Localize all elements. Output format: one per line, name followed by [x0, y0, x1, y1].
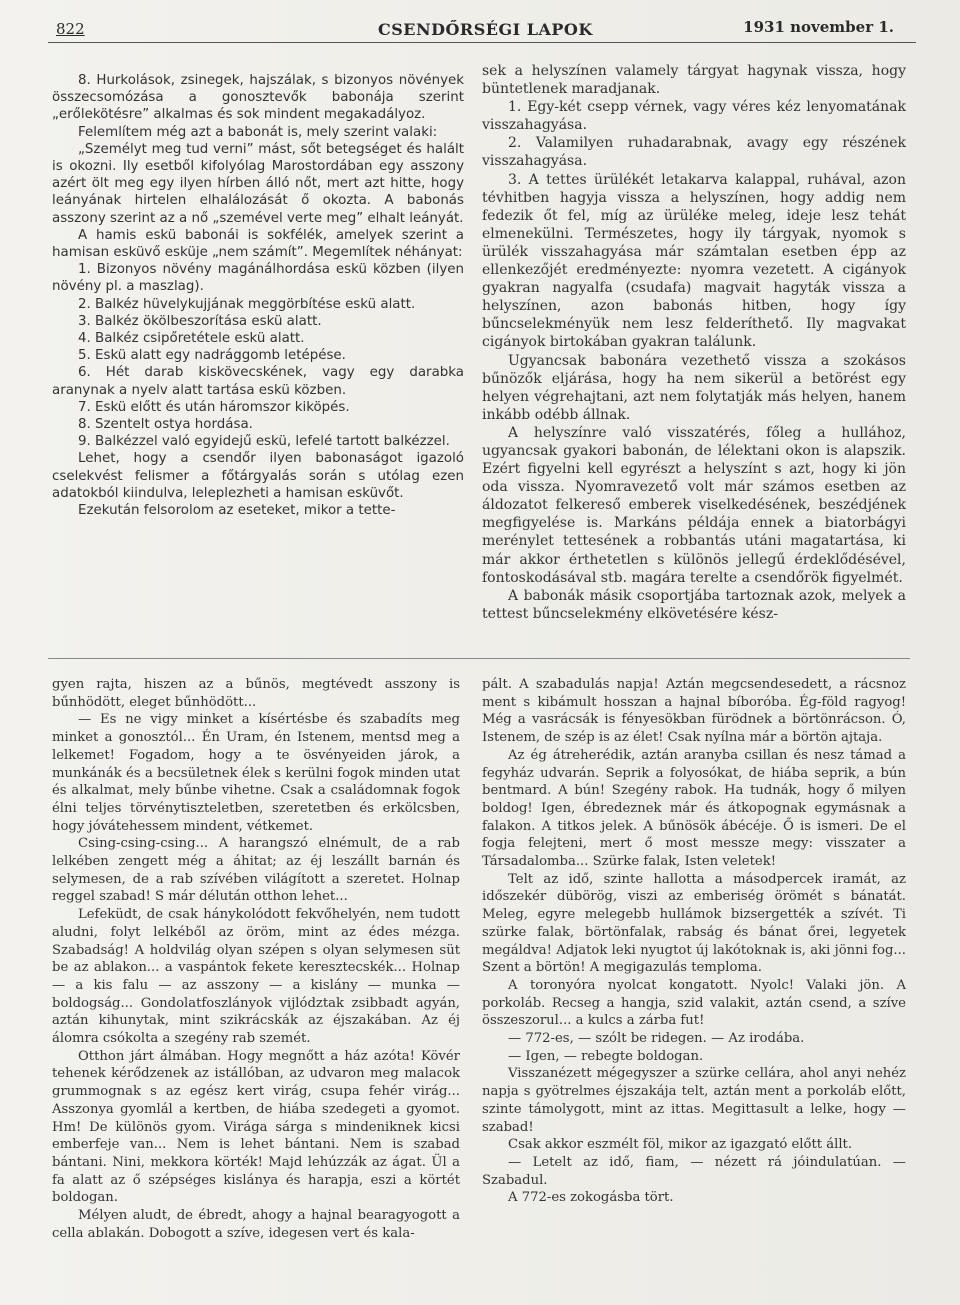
paragraph: — Igen, — rebegte boldogan. — [508, 1048, 704, 1064]
story-column-2 — [482, 676, 906, 1207]
paragraph: A toronyóra nyolcat kongatott. Nyolc! Valaki jön. A porkoláb. Recseg a hangja, szid valakit, aztán csend, a szíve összeszorul... a kulcs a zárba fut! — [482, 977, 906, 1029]
paragraph: Lehet, hogy a csendőr ilyen babonaságot igazoló cselekvést felismer a főtárgyalás során s utólag ezen adatokból kiindulva, leleplezheti a hamisan esküvőt. — [52, 451, 464, 501]
journal-title: CSENDŐRSÉGI LAPOK — [378, 20, 593, 39]
paragraph: pált. A szabadulás napja! Aztán megcsendesedett, a rácsnoz ment s kibámult hosszan a hajnal bíboróba. Ég-föld ragyog! Még a vasrácsák is fényesökban fürödnek a börtönrácson. Ó, Istenem, de szép is az élet! Csak nyílna már a börtön ajtaja. — [482, 677, 906, 746]
paragraph: — Letelt az idő, fiam, — nézett rá jóindulatúan. — Szabadul. — [482, 1154, 906, 1188]
list-item: 3. A tettes ürülékét letakarva kalappal, ruhával, azon tévhitben hagyja vissza a helyszínen, hogy addig nem fedezik őt fel, míg az ürüléke meleg, ideje lesz tehát elmenekülni. Természetes, hogy ily tárgyak, nyomok s ürülék visszahagyása már számtalan esetben épp az ellenkezőjét eredményezte: nyomra vezetett. A cigányok gyakran nagyalfa (csudafa) magvait hagyták vissza a helyszínen, azon babonás hitben, hogy így bűncselekményük nem lesz felderíthető. Ily magvakat cigányok birtokában gyakran találunk. — [482, 171, 906, 351]
paragraph: Ezekután felsorolom az eseteket, mikor a tette- — [78, 503, 396, 519]
page-header — [48, 18, 916, 43]
paragraph: A hamis eskü babonái is sokfélék, amelyek szerint a hamisan esküvő esküje „nem számít”. Megemlítek néhányat: — [52, 227, 464, 261]
list-item: 1. Egy-két csepp vérnek, vagy véres kéz lenyomatának visszahagyása. — [482, 99, 906, 134]
paragraph: A babonák másik csoportjába tartoznak azok, melyek a tettest bűncselekmény elkövetésére kész- — [482, 587, 906, 622]
paragraph: A helyszínre való visszatérés, főleg a hullához, ugyancsak gyakori babonán, de lélektani okon is alapszik. Ezért figyelni kell egyrészt a helyszínt s azt, hogy ki jön oda vissza. Nyomravezető volt már számos esetben az áldozatot felkereső emberek viselkedésének, beszédjének megfigyelése is. Markáns példája ennek a biatorbágyi merénylet tettesének a robbantás utáni magatartása, ki már akkor érthetetlen s különös jellegű érdeklődésével, fontoskodásával stb. magára terelte a csendőrök figyelmét. — [482, 424, 906, 586]
section-divider — [48, 658, 910, 659]
paragraph: Felemlítem még azt a babonát is, mely szerint valaki: — [78, 124, 438, 140]
list-item: 9. Balkézzel való egyidejű eskü, lefelé tartott balkézzel. — [78, 434, 450, 450]
list-item: 7. Eskü előtt és után háromszor kiköpés. — [78, 399, 350, 415]
list-item: 3. Balkéz ökölbeszorítása eskü alatt. — [78, 313, 322, 329]
story-column-1 — [52, 676, 460, 1243]
list-item: 4. Balkéz csipőretétele eskü alatt. — [78, 331, 305, 347]
list-item: 5. Eskü alatt egy nadrággomb letépése. — [78, 348, 346, 364]
list-item: 2. Valamilyen ruhadarabnak, avagy egy részének visszahagyása. — [482, 135, 906, 170]
paragraph: sek a helyszínen valamely tárgyat hagynak vissza, hogy büntetlenek maradjanak. — [482, 63, 906, 98]
paragraph: — Es ne vigy minket a kísértésbe és szabadíts meg minket a gonosztól... Én Uram, én Istenem, mentsd meg a lelkemet! Fogadom, hogy a te ösvényeiden járok, a munkánák és a becsületnek élek s kerülni fogok minden utat és alkalmat, mely bűnbe vihetne. Csak a családomnak fogok élni teljes törvénytiszteletben, szeretetben és erkölcsben, hogy jóvátehessem mindent, vétkemet. — [52, 712, 460, 834]
paragraph: Visszanézett mégegyszer a szürke cellára, ahol anyi nehéz napja s gyötrelmes éjszakája telt, aztán ment a porkoláb előtt, szinte támolygott, mint az ittas. Megittasult a lelke, hogy — szabad! — [482, 1066, 906, 1135]
article-column-1 — [52, 72, 464, 519]
paragraph: Telt az idő, szinte hallotta a másodpercek iramát, az időszekér dübörög, viszi az emberiség örömét s bánatát. Meleg, egyre melegebb hullámok bizsergették a szívét. Ti szürke falak, börtönfalak, rabság és bánat őrei, legyetek megáldva! Adjatok leki nyugtot új lakótoknak is, aki jönni fog... Szent a börtön! A megigazulás temploma. — [482, 871, 906, 976]
list-item: 1. Bizonyos növény magánálhordása eskü közben (ilyen növény pl. a maszlag). — [52, 262, 464, 295]
paragraph: „Személyt meg tud verni” mást, sőt betegséget és halált is okozni. Ily esetből kifolyólag Marostordában egy asszony azért ölt meg egy ilyen hírben álló nőt, mert azt hitte, hogy leányának hirtelen elhalálozását ő okozta. A babonás asszony szerint az a nő „szemével verte meg” elhalt leányát. — [52, 141, 464, 226]
paragraph: — 772-es, — szólt be ridegen. — Az irodába. — [508, 1031, 805, 1047]
paragraph: Otthon járt álmában. Hogy megnőtt a ház azóta! Kövér tehenek kérődzenek az istállóban, az udvaron meg malacok grummognak s az egész kert virág, csupa fehér virág... Asszonya gyomlál a kertben, de hiába szedegeti a gyomot. Hm! De különös gyom. Virága sárga s mindeniknek kicsi emberfeje van... Nem is lehet bántani. Nem is szabad bántani. Nini, mekkora körték! Majd lehúzzák az ágat. Ül a fa alatt az ő szépséges kislánya és harapja, eszi a körtét boldogan. — [52, 1048, 460, 1206]
paragraph: Ugyancsak babonára vezethető vissza a szokásos bűnözők eljárása, hogy ha nem sikerül a betörést egy helyen végrehajtani, azt nem folytatják más helyen, hanem inkább odébb állnak. — [482, 352, 906, 423]
paragraph: gyen rajta, hiszen az a bűnös, megtévedt asszony is bűnhödött, eleget bűnhödött... — [52, 677, 460, 710]
paragraph: Lefeküdt, de csak hánykolódott fekvőhelyén, nem tudott aludni, folyt lelkéből az öröm, mint az édes mézga. Szabadság! A holdvilág olyan szépen s olyan selymesen süt be az ablakon... a vaspántok fekete keresztecskék... Holnap — a kis falu — az asszony — a kislány — munka — boldogság... Gondolatfoszlányok vijlództak zsibbadt agyán, aztán kihunytak, mint szikrácskák az éjszakában. Az éj álomra csókolta a szegény rab szemét. — [52, 907, 460, 1047]
paragraph: A 772-es zokogásba tört. — [508, 1190, 674, 1206]
paragraph: Csak akkor eszmélt föl, mikor az igazgató előtt állt. — [508, 1137, 853, 1153]
paragraph: 8. Hurkolások, zsinegek, hajszálak, s bizonyos növények összecsomózása a gonosztevők babonája szerint „erőlekötésre” alkalmas és sok mindent megakadályoz. — [52, 73, 464, 123]
paragraph: Mélyen aludt, de ébredt, ahogy a hajnal bearagyogott a cella ablakán. Dobogott a szíve, idegesen vert és kala- — [52, 1208, 460, 1241]
list-item: 2. Balkéz hüvelykujjának meggörbítése eskü alatt. — [78, 296, 416, 312]
issue-date: 1931 november 1. — [743, 18, 894, 36]
article-column-2 — [482, 62, 906, 623]
paragraph: Csing-csing-csing... A harangszó elnémult, de a rab lelkében zengett még a áhitat; az éj leszállt barnán és selymesen, de a rab szívében világított a szeretet. Holnap reggel szabad! S már délután otthon lehet... — [52, 836, 460, 905]
page-number: 822 — [56, 20, 85, 38]
paragraph: Az ég átreherédik, aztán aranyba csillan és nesz támad a fegyház udvarán. Seprik a folyosókat, de hiába seprik, a bún bentmard. A bún! Szegény rabok. Ha tudnák, hogy ő milyen boldog! Igen, ébredeznek már és átkopognak egymásnak a falakon. A titkos jelek. A bűnösök ábécéje. Ő is ismeri. De el fogja felejteni, mert ő most messze megy: visszater a Társadalomba... Szürke falak, Isten veletek! — [482, 747, 906, 870]
list-item: 6. Hét darab kiskövecskének, vagy egy darabka aranynak a nyelv alatt tartása eskü közben. — [52, 365, 464, 398]
list-item: 8. Szentelt ostya hordása. — [78, 417, 253, 433]
